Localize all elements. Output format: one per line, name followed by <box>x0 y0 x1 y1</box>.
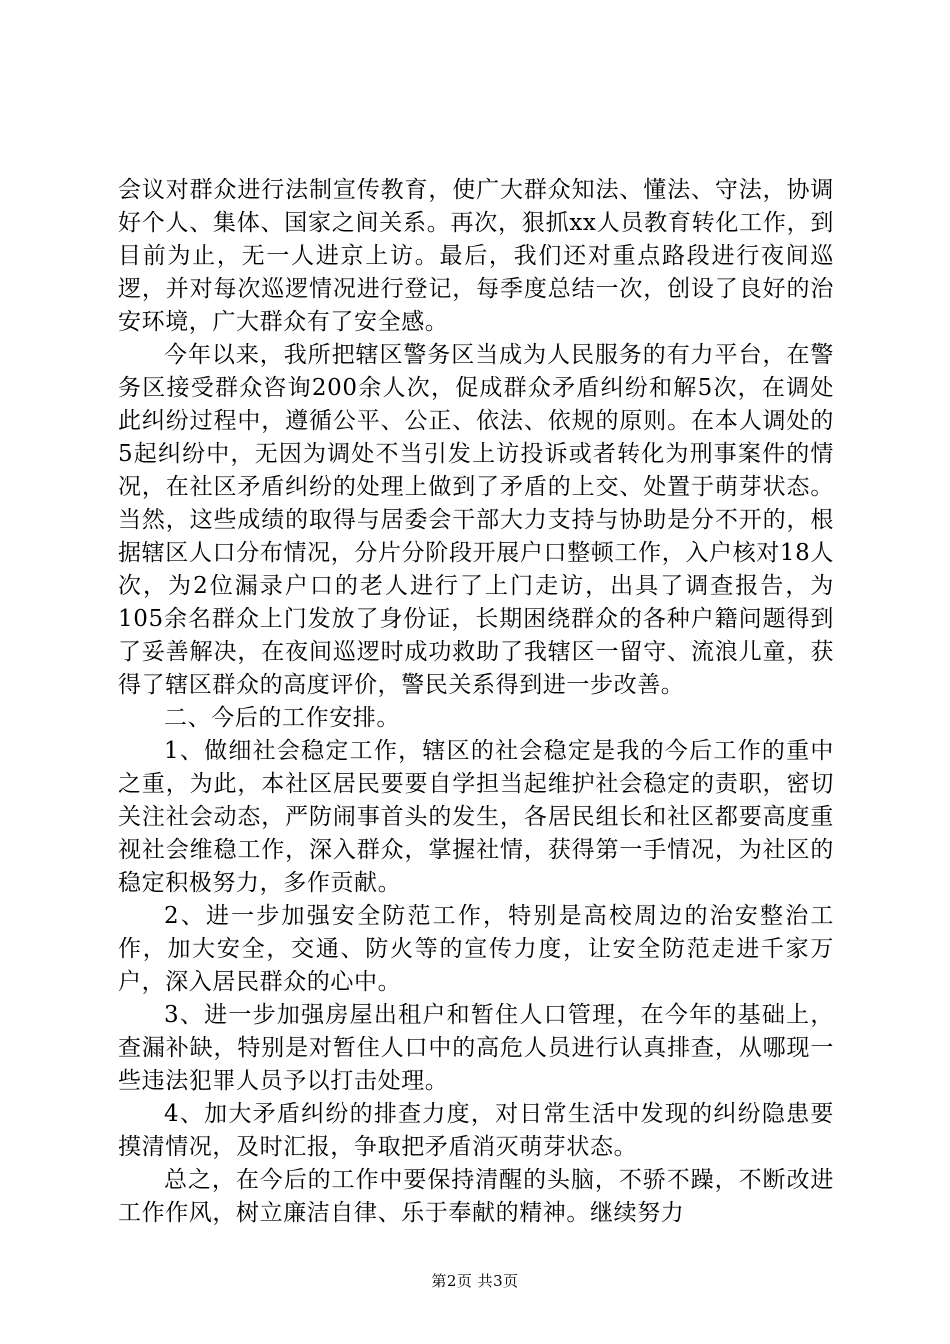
list-item-1: 1、做细社会稳定工作，辖区的社会稳定是我的今后工作的重中之重，为此，本社区居民要要自学担当起维护社会稳定的责职，密切关注社会动态，严防闹事首头的发生，各居民组长和社区都要高度重视社会维稳工作，深入群众，掌握社情，获得第一手情况，为社区的稳定积极努力，多作贡献。 <box>118 738 834 896</box>
paragraph-police-work-results: 今年以来，我所把辖区警务区当成为人民服务的有力平台，在警务区接受群众咨询200余人次，促成群众矛盾纠纷和解5次，在调处此纠纷过程中，遵循公平、公正、依法、依规的原则。在本人调处的5起纠纷中，无因为调处不当引发上访投诉或者转化为刑事案件的情况，在社区矛盾纠纷的处理上做到了矛盾的上交、处置于萌芽状态。当然，这些成绩的取得与居委会干部大力支持与协助是分不开的，根据辖区人口分布情况，分片分阶段开展户口整顿工作，入户核对18人次，为2位漏录户口的老人进行了上门走访，出具了调查报告，为105余名群众上门发放了身份证，长期困绕群众的各种户籍问题得到了妥善解决，在夜间巡逻时成功救助了我辖区一留守、流浪儿童，获得了辖区群众的高度评价，警民关系得到进一步改善。 <box>118 342 834 698</box>
list-item-2: 2、进一步加强安全防范工作，特别是高校周边的治安整治工作，加大安全，交通、防火等的宣传力度，让安全防范走进千家万户，深入居民群众的心中。 <box>118 903 834 995</box>
paragraph-continuation: 会议对群众进行法制宣传教育，使广大群众知法、懂法、守法，协调好个人、集体、国家之间关系。再次，狠抓xx人员教育转化工作，到目前为止，无一人进京上访。最后，我们还对重点路段进行夜间巡逻，并对每次巡逻情况进行登记，每季度总结一次，创设了良好的治安环境，广大群众有了安全感。 <box>118 177 834 335</box>
list-item-4: 4、加大矛盾纠纷的排查力度，对日常生活中发现的纠纷隐患要摸清情况，及时汇报，争取把矛盾消灭萌芽状态。 <box>118 1101 834 1160</box>
section-heading-future-plans: 二、今后的工作安排。 <box>164 705 400 731</box>
paragraph-conclusion: 总之，在今后的工作中要保持清醒的头脑，不骄不躁，不断改进工作作风，树立廉洁自律、乐于奉献的精神。继续努力 <box>118 1167 834 1226</box>
page-footer: 第2页 共3页 <box>431 1272 519 1290</box>
document-body <box>118 174 834 1230</box>
list-item-3: 3、进一步加强房屋出租户和暂住人口管理，在今年的基础上，查漏补缺，特别是对暂住人口中的高危人员进行认真排查，从哪现一些违法犯罪人员予以打击处理。 <box>118 1002 834 1094</box>
